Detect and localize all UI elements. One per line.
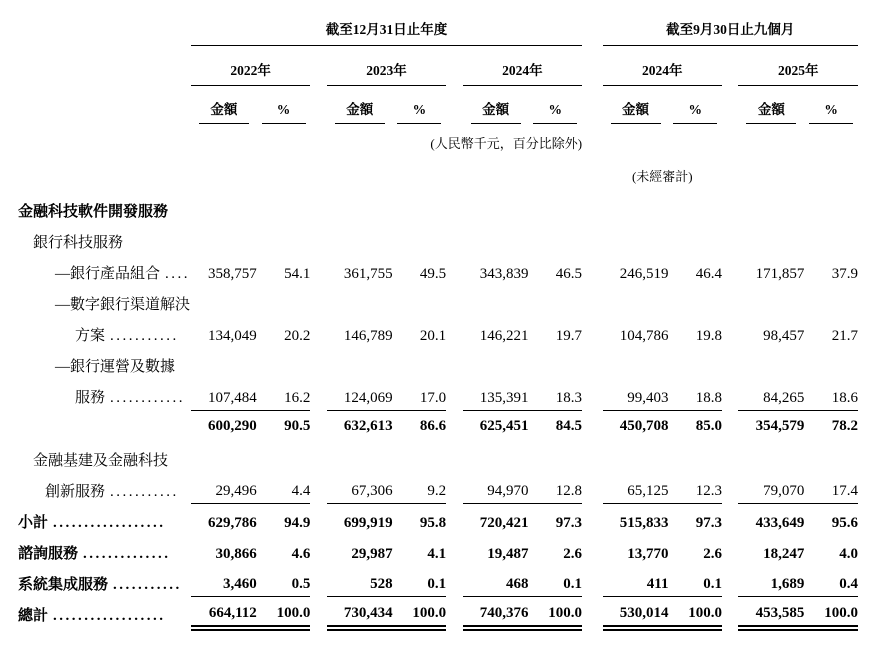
percent-cell: 94.9 (284, 514, 311, 531)
amount-cell: 528 (327, 566, 393, 597)
row-label-text: 總計 (18, 607, 49, 624)
amount-cell: 515,833 (619, 514, 669, 531)
percent-cell: 100.0 (668, 597, 722, 628)
amount-cell: 246,519 (619, 266, 669, 282)
column-gap (722, 566, 738, 597)
leader-dots: .................. (53, 607, 166, 624)
leader-dots: ............ (110, 390, 186, 406)
amount-column-header (327, 86, 393, 125)
percent-cell: 95.6 (831, 514, 858, 531)
amount-cell: 84,265 (738, 379, 804, 410)
amount-column-header (463, 86, 529, 125)
currency-note-row (18, 124, 858, 152)
table-row (18, 286, 858, 317)
percent-cell: 49.5 (419, 266, 447, 282)
amount-cell: 720,421 (479, 514, 529, 531)
column-gap (722, 473, 738, 504)
amount-cell: 146,789 (343, 328, 393, 344)
percent-cell: 0.1 (668, 566, 722, 597)
percent-column-header (257, 86, 311, 125)
amount-cell: 411 (603, 566, 669, 597)
leader-dots: ........... (113, 576, 182, 593)
currency-note: (人民幣千元，百分比除外) (430, 136, 583, 151)
amount-cell: 530,014 (603, 597, 669, 628)
column-gap (582, 597, 603, 628)
amount-header-underline: 金額 (471, 98, 521, 124)
table-row (18, 379, 858, 410)
amount-cell: 629,786 (208, 514, 257, 531)
unaudited-note: (未經審計) (631, 169, 693, 184)
table-row (18, 317, 858, 348)
percent-cell: 0.5 (257, 566, 311, 597)
row-label: 金融基建及金融科技 (33, 452, 169, 469)
amount-header-underline: 金額 (199, 98, 249, 124)
amount-cell: 1,689 (738, 566, 804, 597)
column-gap (722, 46, 738, 86)
column-gap (582, 255, 603, 286)
leader-dots: ........... (110, 328, 179, 344)
row-label (18, 504, 191, 535)
percent-cell: 78.2 (831, 417, 858, 434)
percent-cell: 0.1 (393, 566, 447, 597)
percent-header-underline: % (533, 102, 577, 124)
column-gap (446, 535, 462, 566)
row-label (18, 566, 191, 597)
column-gap (310, 379, 326, 410)
percent-cell: 2.6 (703, 545, 722, 562)
column-gap (722, 410, 738, 438)
percent-cell: 17.4 (804, 473, 858, 504)
percent-cell: 20.1 (419, 328, 447, 344)
amount-cell: 450,708 (619, 417, 669, 434)
column-gap (446, 379, 462, 410)
row-label (18, 597, 191, 628)
amount-cell: 343,839 (479, 266, 529, 282)
table-row (18, 255, 858, 286)
amount-cell: 146,221 (479, 328, 529, 344)
amount-cell: 29,496 (191, 473, 257, 504)
row-label (18, 379, 191, 410)
period-group-header-nine-months: 截至9月30日止九個月 (603, 14, 858, 46)
column-gap (722, 504, 738, 535)
amount-cell: 468 (463, 566, 529, 597)
row-label-text: 系統集成服務 (18, 576, 109, 593)
percent-column-header (804, 86, 858, 125)
column-gap (722, 317, 738, 348)
percent-cell: 16.2 (257, 379, 311, 410)
percent-cell: 37.9 (831, 266, 858, 282)
column-gap (446, 504, 462, 535)
total-row (18, 597, 858, 628)
column-gap (722, 597, 738, 628)
amount-column-header (738, 86, 804, 125)
section-header: 金融科技軟件開發服務 (18, 204, 169, 220)
amount-cell: 98,457 (763, 328, 805, 344)
percent-cell: 19.7 (555, 328, 583, 344)
column-gap (582, 379, 603, 410)
column-gap (582, 566, 603, 597)
percent-cell: 18.3 (529, 379, 583, 410)
amount-header-underline: 金額 (611, 98, 661, 124)
label-column-spacer (18, 46, 191, 86)
percent-cell: 86.6 (419, 417, 447, 434)
amount-cell: 107,484 (191, 379, 257, 410)
percent-header-underline: % (673, 102, 717, 124)
percent-cell: 18.8 (668, 379, 722, 410)
amount-cell: 354,579 (755, 417, 805, 434)
unaudited-note-row (18, 152, 858, 185)
amount-cell: 453,585 (738, 597, 804, 628)
column-gap (582, 473, 603, 504)
table-row (18, 566, 858, 597)
column-gap (582, 46, 603, 86)
column-gap (310, 317, 326, 348)
column-gap (722, 86, 738, 125)
percent-cell: 0.1 (529, 566, 583, 597)
leader-dots: .................. (53, 514, 166, 531)
amount-header-underline: 金額 (746, 98, 796, 124)
row-label (18, 473, 191, 504)
percent-cell: 100.0 (529, 597, 583, 628)
column-gap (310, 86, 326, 125)
column-gap (310, 597, 326, 628)
percent-column-header (529, 86, 583, 125)
amount-cell: 134,049 (208, 328, 257, 344)
percent-header-underline: % (262, 102, 306, 124)
percent-column-header (668, 86, 722, 125)
row-label (18, 410, 191, 438)
year-header-2022: 2022年 (191, 46, 310, 86)
amount-cell: 99,403 (603, 379, 669, 410)
amount-cell: 124,069 (327, 379, 393, 410)
subsection-header-row (18, 224, 858, 255)
amount-cell: 94,970 (463, 473, 529, 504)
column-gap (582, 86, 603, 125)
subheader-row (18, 86, 858, 125)
year-header-2024-9m: 2024年 (603, 46, 722, 86)
column-gap (722, 255, 738, 286)
row-label-text: 創新服務 (45, 483, 106, 500)
column-gap (310, 46, 326, 86)
column-gap (582, 535, 603, 566)
leader-dots: .... (165, 266, 191, 282)
column-gap (582, 14, 603, 46)
percent-cell: 100.0 (257, 597, 311, 628)
row-label-text: —銀行產品組合 (55, 266, 161, 282)
amount-cell: 29,987 (351, 545, 393, 562)
amount-cell: 13,770 (627, 545, 669, 562)
label-column-spacer (18, 86, 191, 125)
amount-cell: 18,247 (763, 545, 805, 562)
percent-cell: 12.8 (529, 473, 583, 504)
percent-cell: 18.6 (804, 379, 858, 410)
row-label (18, 255, 191, 286)
amount-cell: 19,487 (487, 545, 529, 562)
percent-header-underline: % (397, 102, 441, 124)
percent-cell: 97.3 (555, 514, 583, 531)
year-header-2023: 2023年 (327, 46, 446, 86)
financial-table (18, 14, 858, 631)
amount-cell: 740,376 (463, 597, 529, 628)
column-gap (446, 86, 462, 125)
column-gap (446, 473, 462, 504)
amount-cell: 135,391 (463, 379, 529, 410)
amount-cell: 632,613 (343, 417, 393, 434)
leader-dots: ........... (110, 483, 179, 500)
label-column-spacer (18, 14, 191, 46)
column-gap (446, 597, 462, 628)
leader-dots: .............. (83, 545, 171, 562)
percent-cell: 95.8 (419, 514, 447, 531)
amount-header-underline: 金額 (335, 98, 385, 124)
column-gap (446, 46, 462, 86)
subsection-header-row (18, 438, 858, 473)
column-gap (446, 255, 462, 286)
row-label: 銀行科技服務 (33, 235, 124, 251)
amount-cell: 699,919 (343, 514, 393, 531)
column-gap (310, 566, 326, 597)
percent-cell: 19.8 (695, 328, 722, 344)
column-gap (310, 255, 326, 286)
percent-cell: 20.2 (284, 328, 311, 344)
spacer (582, 124, 858, 152)
percent-cell: 2.6 (563, 545, 583, 562)
percent-cell: 17.0 (393, 379, 447, 410)
table-row (18, 473, 858, 504)
section-header-row (18, 185, 858, 224)
year-header-2024: 2024年 (463, 46, 582, 86)
column-gap (582, 410, 603, 438)
amount-cell: 171,857 (755, 266, 805, 282)
percent-column-header (393, 86, 447, 125)
column-gap (310, 473, 326, 504)
percent-header-underline: % (809, 102, 853, 124)
amount-cell: 3,460 (191, 566, 257, 597)
spacer (18, 152, 603, 185)
column-gap (446, 317, 462, 348)
subtotal-row (18, 410, 858, 438)
percent-cell: 90.5 (284, 417, 311, 434)
percent-cell: 4.6 (291, 545, 311, 562)
period-group-header-annual: 截至12月31日止年度 (191, 14, 582, 46)
row-label (18, 535, 191, 566)
column-gap (446, 566, 462, 597)
percent-cell: 9.2 (393, 473, 447, 504)
amount-cell: 30,866 (215, 545, 257, 562)
column-gap (310, 535, 326, 566)
amount-cell: 65,125 (603, 473, 669, 504)
amount-cell: 730,434 (327, 597, 393, 628)
percent-cell: 21.7 (831, 328, 858, 344)
percent-cell: 46.4 (695, 266, 722, 282)
column-gap (310, 504, 326, 535)
table-row (18, 535, 858, 566)
percent-cell: 100.0 (393, 597, 447, 628)
percent-cell: 54.1 (284, 266, 311, 282)
amount-column-header (191, 86, 257, 125)
column-gap (722, 535, 738, 566)
row-label-text: 服務 (75, 390, 106, 406)
amount-cell: 361,755 (343, 266, 393, 282)
row-label: —銀行運營及數據 (55, 359, 176, 375)
amount-column-header (603, 86, 669, 125)
percent-cell: 4.0 (839, 545, 858, 562)
column-gap (722, 379, 738, 410)
amount-cell: 433,649 (755, 514, 805, 531)
amount-cell: 625,451 (479, 417, 529, 434)
row-label (18, 317, 191, 348)
table-row (18, 348, 858, 379)
percent-cell: 0.4 (804, 566, 858, 597)
column-gap (582, 504, 603, 535)
percent-cell: 46.5 (555, 266, 583, 282)
percent-cell: 12.3 (668, 473, 722, 504)
percent-cell: 4.1 (427, 545, 447, 562)
column-gap (310, 410, 326, 438)
percent-cell: 84.5 (555, 417, 583, 434)
year-header-2025: 2025年 (738, 46, 858, 86)
period-header-row (18, 14, 858, 46)
subtotal-row (18, 504, 858, 535)
amount-cell: 104,786 (619, 328, 669, 344)
row-label-text: 小計 (18, 514, 49, 531)
year-header-row (18, 46, 858, 86)
percent-cell: 100.0 (804, 597, 858, 628)
amount-cell: 67,306 (327, 473, 393, 504)
row-label: —數字銀行渠道解決 (55, 297, 191, 313)
amount-cell: 664,112 (191, 597, 257, 628)
spacer (722, 152, 858, 185)
amount-cell: 79,070 (738, 473, 804, 504)
percent-cell: 85.0 (695, 417, 722, 434)
column-gap (446, 410, 462, 438)
percent-cell: 4.4 (257, 473, 311, 504)
row-label-text: 方案 (75, 328, 106, 344)
percent-cell: 97.3 (695, 514, 722, 531)
row-label-text: 諮詢服務 (18, 545, 79, 562)
column-gap (582, 317, 603, 348)
amount-cell: 358,757 (208, 266, 257, 282)
amount-cell: 600,290 (208, 417, 257, 434)
